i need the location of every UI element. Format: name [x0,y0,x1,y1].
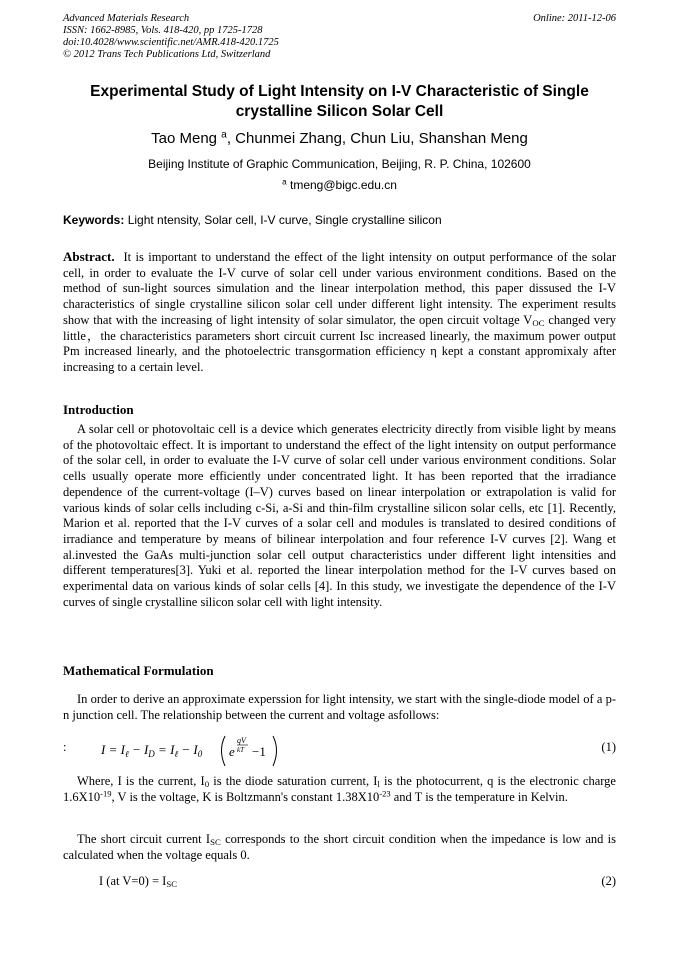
p2-sup-2: -23 [379,788,391,799]
p2-text-1: Where, I is the current, I [77,774,205,788]
math-paragraph-1: In order to derive an approximate experssion for light intensity, we start with the single-diode model of a p-n junction cell. The relationship between the current and voltage asfollows: [63,692,616,722]
author-email [63,177,616,193]
exp-numerator: qV [237,736,246,745]
minus-one: −1 [252,744,266,759]
eq1-sub-l: ℓ [124,749,129,759]
equation-1 [63,730,616,766]
voc-subscript: OC [532,317,545,328]
p2-sub-1: 0 [204,778,210,789]
keywords-label: Keywords: [63,213,125,227]
p3-text-1: The short circuit current I [77,832,211,846]
keywords-text: Light ntensity, Solar cell, I-V curve, Single crystalline silicon [127,213,442,227]
abstract-text-a: It is important to understand the effect of the light intensity on output performance of the solar cell, in order to evaluate the I-V curve of solar cell under various environment conditions. Based on the method of sun-light sources simulation and the linear interpolation method, this paper dissused the I-V characteristics of single crystalline silicon solar cell under different light intensity. The experiment results show that with the increasing of light intensity of solar simulator, the open circuit voltage V [63,250,617,327]
email-address: tmeng@bigc.edu.cn [289,178,397,192]
paper-title: Experimental Study of Light Intensity on I-V Characteristic of Single crystalline Silicon Solar Cell [90,83,589,120]
eq2-sub: SC [166,878,178,889]
math-paragraph-2 [63,774,616,805]
online-date: Online: 2011-12-06 [533,13,616,24]
journal-name: Advanced Materials Research [63,13,190,24]
other-authors: , Chunmei Zhang, Chun Liu, Shanshan Meng [226,130,528,147]
exp-base: e [229,744,235,759]
p2-text-3: is the photocurrent, q is the electronic charge 1.6X10 [63,774,616,804]
affiliation: Beijing Institute of Graphic Communication, Beijing, R. P. China, 102600 [148,157,531,171]
exp-denominator: kT [237,746,244,754]
left-paren [222,736,226,766]
issn-line: ISSN: 1662-8985, Vols. 418-420, pp 1725-1728 [63,25,263,36]
eq2-expr: I (at V=0) = I [99,874,167,888]
introduction-heading: Introduction [63,402,134,417]
equation-1-number: (1) [601,740,616,754]
p2-sub-2: l [377,778,380,789]
equation-1-colon: : [63,740,67,754]
math-heading: Mathematical Formulation [63,663,214,678]
email-mark: a [282,177,287,187]
equation-1-formula [97,730,307,770]
eq1-mid2: = I [154,742,175,757]
eq1-mid1: − I [128,742,149,757]
p2-text-2: is the diode saturation current, I [209,774,378,788]
abstract-label: Abstract. [63,249,115,264]
abstract-text-b: changed very little，the characteristics parameters short circuit current Isc increased linearly, the maximum power output Pm increased linearly, and the photoelectric transgormation efficiency η kept a constant appromixaly after increasing to a certain level. [63,312,616,374]
first-author: Tao Meng [151,130,217,147]
p3-sub: SC [210,836,221,847]
author-affil-mark: a [221,129,227,141]
publication-header [63,13,616,61]
equation-2-formula [99,873,177,889]
p2-sup-1: -19 [100,788,112,799]
svg-text:I = Iℓ − ID = Iℓ − I0 [100,742,203,759]
copyright-line: © 2012 Trans Tech Publications Ltd, Switzerland [63,49,271,60]
eq1-lhs: I = I [101,742,125,757]
math-paragraph-3 [63,832,616,863]
eq1-sub-0: 0 [197,749,203,759]
keywords [63,212,616,228]
p2-text-4: , V is the voltage, K is Boltzmann's constant 1.38X10 [111,789,380,804]
equation-2-number: (2) [601,874,616,888]
abstract [63,249,616,376]
right-paren [273,736,277,766]
author-list [63,129,616,149]
introduction-paragraph: A solar cell or photovoltaic cell is a device which generates electricity directly from visible light by means of the photovoltaic effect. It is important to understand the effect of the light intensity on output performance of the solar cell, in order to evaluate the I-V curve of solar cell under various environment conditions. Solar cells usually operate more efficiently under concentrated light. It has been reported that the irradiance dependence of the current-voltage (I–V) curves based on linear interpolation or extrapolation is valid for various kinds of solar cells including c-Si, a-Si and thin-film crystalline silicon solar cells, etc [1]. Recently, Marion et al. reported that the I-V curves of a solar cell and modules is translated to desired conditions of irradiance and temperature by means of bilinear interpolation and four reference I-V curves [2]. Wang et al.invested the GaAs multi-junction solar cell output characteristics under different light intensities and different temperatures[3]. Yuki et al. reported the linear interpolation method for the I-V curves based on experimental data on various kinds of solar cells [4]. In this study, we investigate the dependence of the I-V curves of single crystalline silicon solar cell with light intensity. [63,422,616,609]
doi-line: doi:10.4028/www.scientific.net/AMR.418-420.1725 [63,37,279,48]
eq1-sub-d: D [148,749,155,759]
eq1-mid3: − I [178,742,198,757]
p2-text-5: and T is the temperature in Kelvin. [390,789,568,804]
eq1-sub-l2: ℓ [174,749,179,759]
p3-text-2: corresponds to the short circuit condition when the impedance is low and is calculated when the voltage equals 0. [63,832,617,862]
